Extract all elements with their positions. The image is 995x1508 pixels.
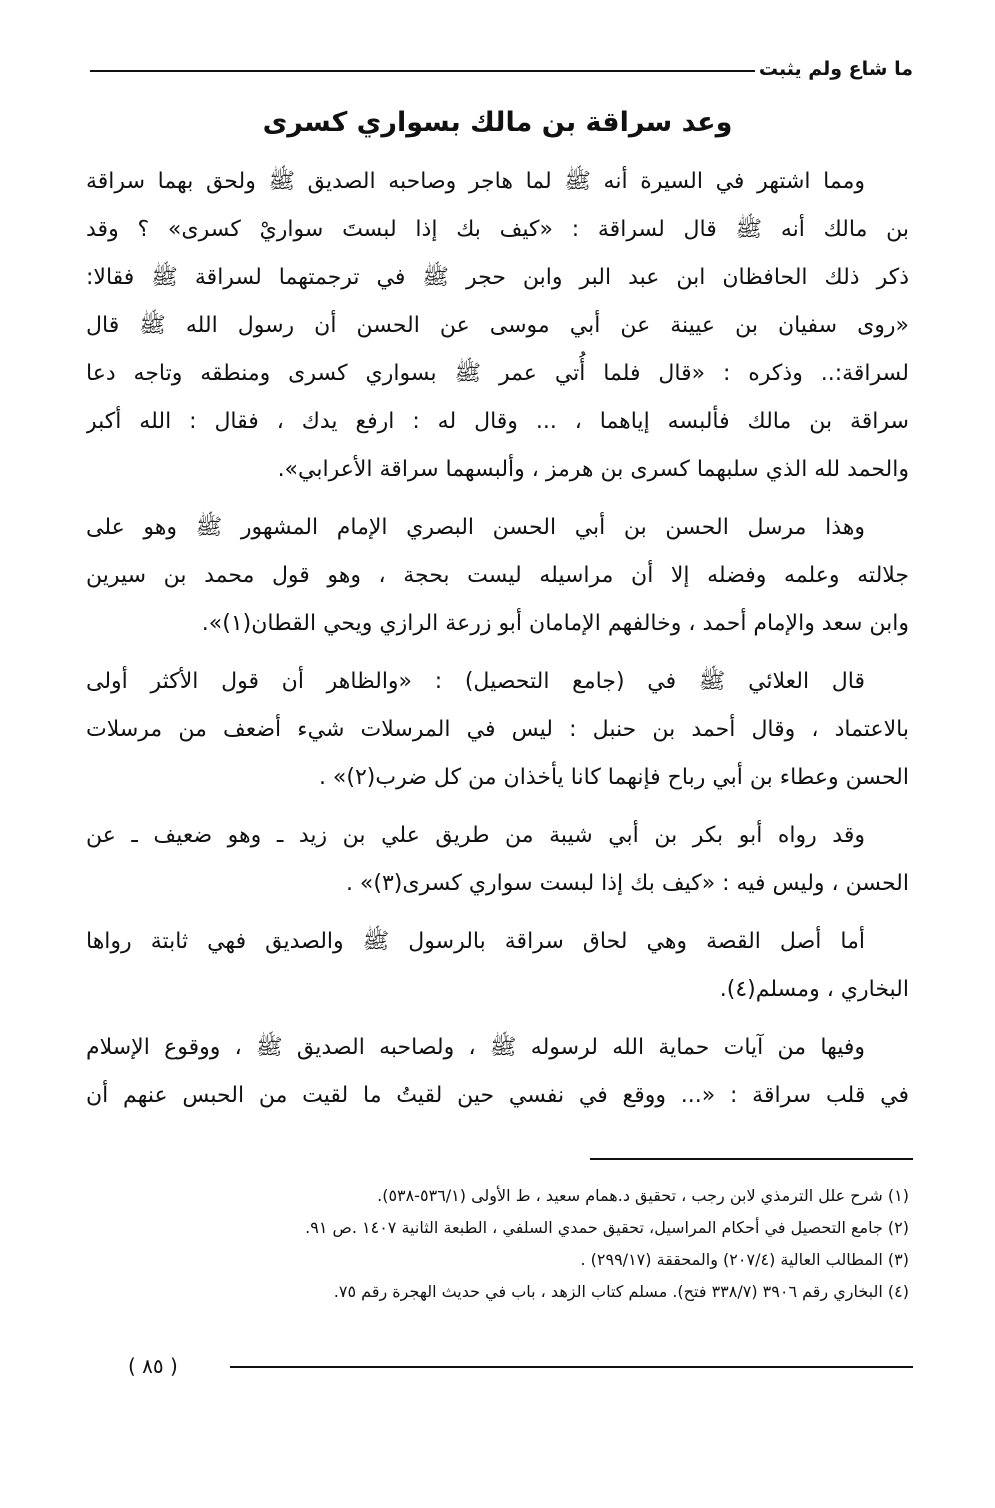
page-footer: [128, 1352, 913, 1382]
text-line: الحسن ، وليس فيه : «كيف بك إذا لبست سواري كسرى(٣)» .: [345, 871, 909, 896]
text-line: لسراقة:.. وذكره : «قال فلما أُتي عمر ﷺ بسواري كسرى ومنطقه وتاجه دعا: [86, 361, 909, 386]
paragraph-5: [86, 918, 909, 1014]
text-line: بن مالك أنه ﷺ قال لسراقة : «كيف بك إذا لبستَ سواريْ كسرى» ؟ وقد: [86, 217, 909, 242]
paragraph-6: [86, 1024, 909, 1120]
paragraph-4: [86, 812, 909, 908]
text-line: والحمد لله الذي سلبهما كسرى بن هرمز ، وألبسهما سراقة الأعرابي».: [277, 457, 909, 482]
text-line: ومما اشتهر في السيرة أنه ﷺ لما هاجر وصاحبه الصديق ﷺ ولحق بهما سراقة: [86, 169, 865, 194]
text-line: في قلب سراقة : «... ووقع في نفسي حين لقيتُ ما لقيت من الحبس عنهم أن: [86, 1083, 909, 1108]
footnote-separator: [590, 1158, 913, 1160]
footnote-2: (٢) جامع التحصيل في أحكام المراسيل، تحقيق حمدي السلفي ، الطبعة الثانية ١٤٠٧ .ص ٩١.: [305, 1218, 909, 1237]
footnote-3: (٣) المطالب العالية (٢٠٧/٤) والمحققة (٢٩٩/١٧) .: [580, 1250, 909, 1269]
text-line: وهذا مرسل الحسن بن أبي الحسن البصري الإمام المشهور ﷺ وهو على: [86, 515, 865, 540]
section-title: وعد سراقة بن مالك بسواري كسرى: [262, 107, 733, 138]
running-header: [90, 56, 913, 86]
text-line: وقد رواه أبو بكر بن أبي شيبة من طريق علي بن زيد ـ وهو ضعيف ـ عن: [86, 823, 865, 848]
text-line: «روى سفيان بن عيينة عن أبي موسى عن الحسن أن رسول الله ﷺ قال: [86, 313, 909, 338]
text-line: البخاري ، ومسلم(٤).: [719, 977, 909, 1002]
text-line: وفيها من آيات حماية الله لرسوله ﷺ ، ولصاحبه الصديق ﷺ ، ووقوع الإسلام: [86, 1035, 865, 1060]
text-line: قال العلائي ﷺ في (جامع التحصيل) : «والظاهر أن قول الأكثر أولى: [86, 669, 865, 694]
body-text: [86, 158, 909, 1130]
footnotes: [86, 1180, 909, 1308]
header-rule: [90, 70, 755, 72]
text-line: وابن سعد والإمام أحمد ، وخالفهم الإمامان أبو زرعة الرازي ويحي القطان(١)».: [201, 611, 909, 636]
text-line: الحسن وعطاء بن أبي رباح فإنهما كانا يأخذان من كل ضرب(٢)» .: [318, 765, 909, 790]
text-line: أما أصل القصة وهي لحاق سراقة بالرسول ﷺ والصديق فهي ثابتة رواها: [86, 929, 865, 954]
text-line: سراقة بن مالك فألبسه إياهما ، ... وقال له : ارفع يدك ، فقال : الله أكبر: [86, 409, 909, 434]
footnote-4: (٤) البخاري رقم ٣٩٠٦ (٣٣٨/٧ فتح). مسلم كتاب الزهد ، باب في حديث الهجرة رقم ٧٥.: [333, 1282, 909, 1301]
running-title: ما شاع ولم يثبت: [758, 58, 913, 80]
paragraph-2: [86, 504, 909, 648]
text-line: بالاعتماد ، وقال أحمد بن حنبل : ليس في المرسلات شيء أضعف من مرسلات: [86, 717, 909, 742]
text-line: ذكر ذلك الحافظان ابن عبد البر وابن حجر ﷺ في ترجمتهما لسراقة ﷺ فقالا:: [86, 265, 909, 290]
paragraph-1: [86, 158, 909, 494]
footer-rule: [230, 1366, 913, 1368]
paragraph-3: [86, 658, 909, 802]
footnote-1: (١) شرح علل الترمذي لابن رجب ، تحقيق د.همام سعيد ، ط الأولى (٥٣٦/١-٥٣٨).: [377, 1186, 909, 1205]
text-line: جلالته وعلمه وفضله إلا أن مراسيله ليست بحجة ، وهو قول محمد بن سيرين: [86, 563, 909, 588]
page-number: ( ٨٥ ): [128, 1354, 178, 1378]
